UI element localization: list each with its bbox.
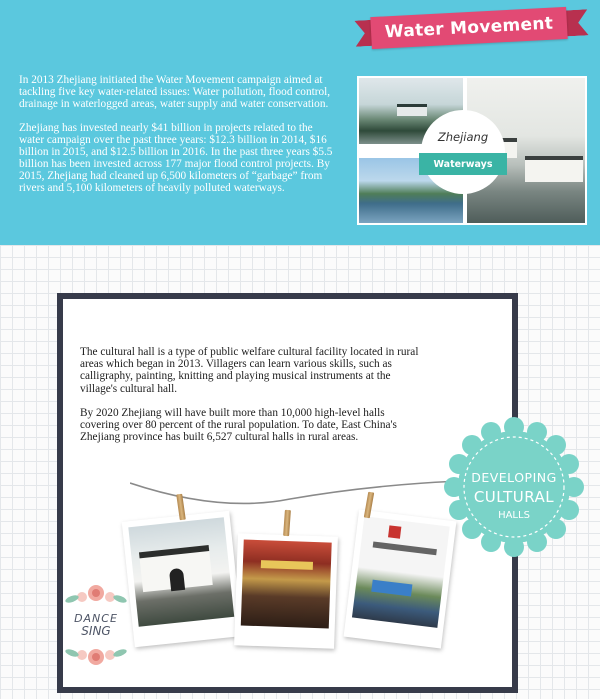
badge-line-3: HALLS [498, 510, 530, 521]
intro-text [19, 74, 339, 194]
waterways-banner-text: Waterways [433, 158, 493, 170]
title-ribbon [353, 6, 588, 50]
cultural-hall-text [80, 346, 426, 443]
cultural-hall-photo-1 [122, 511, 243, 648]
water-movement-section [0, 0, 600, 245]
intro-paragraph-1: In 2013 Zhejiang initiated the Water Movement campaign aimed at tackling five key water-related issues: Water pollution, flood control, drainage in waterlogged areas, water supply and water conservation. [19, 74, 331, 110]
badge-text [444, 470, 584, 521]
collage-circle-label [421, 110, 505, 194]
badge-line-1: DEVELOPING [471, 470, 557, 485]
cultural-hall-photo-3 [344, 510, 457, 649]
sing-label: SING [81, 624, 111, 638]
culture-paragraph-1: The cultural hall is a type of public welfare cultural facility located in rural areas which began in 2013. Villagers can learn various skills, such as calligraphy, painting, knitting and playing musical instruments at the village's cultural hall. [80, 346, 419, 395]
section-title: Water Movement [384, 13, 554, 43]
dance-sing-logo [62, 612, 130, 638]
circle-label-text: Zhejiang [437, 130, 489, 144]
dance-label: DANCE [74, 612, 118, 625]
culture-paragraph-2: By 2020 Zhejiang will have built more than 10,000 high-level halls covering over 80 percent of the rural population. To date, East China's Zhejiang province has built 6,527 cultural halls in rural areas. [80, 406, 397, 444]
intro-paragraph-2: Zhejiang has invested nearly $41 billion in projects related to the water campaign over the past three years: $12.3 billion in 2014, $16 billion in 2015, and $12.5 billion in 2016. In the past three years $5.5 billion has been invested across 177 major flood control projects. By 2015, Zhejiang had cleaned up 6,500 kilometers of “garbage” from rivers and 5,100 kilometers of heavily polluted waterways. [19, 122, 333, 194]
ribbon-band [370, 7, 567, 49]
waterways-banner [419, 153, 507, 175]
cultural-hall-photo-2 [234, 533, 338, 648]
badge-line-2: CULTURAL [473, 488, 555, 506]
